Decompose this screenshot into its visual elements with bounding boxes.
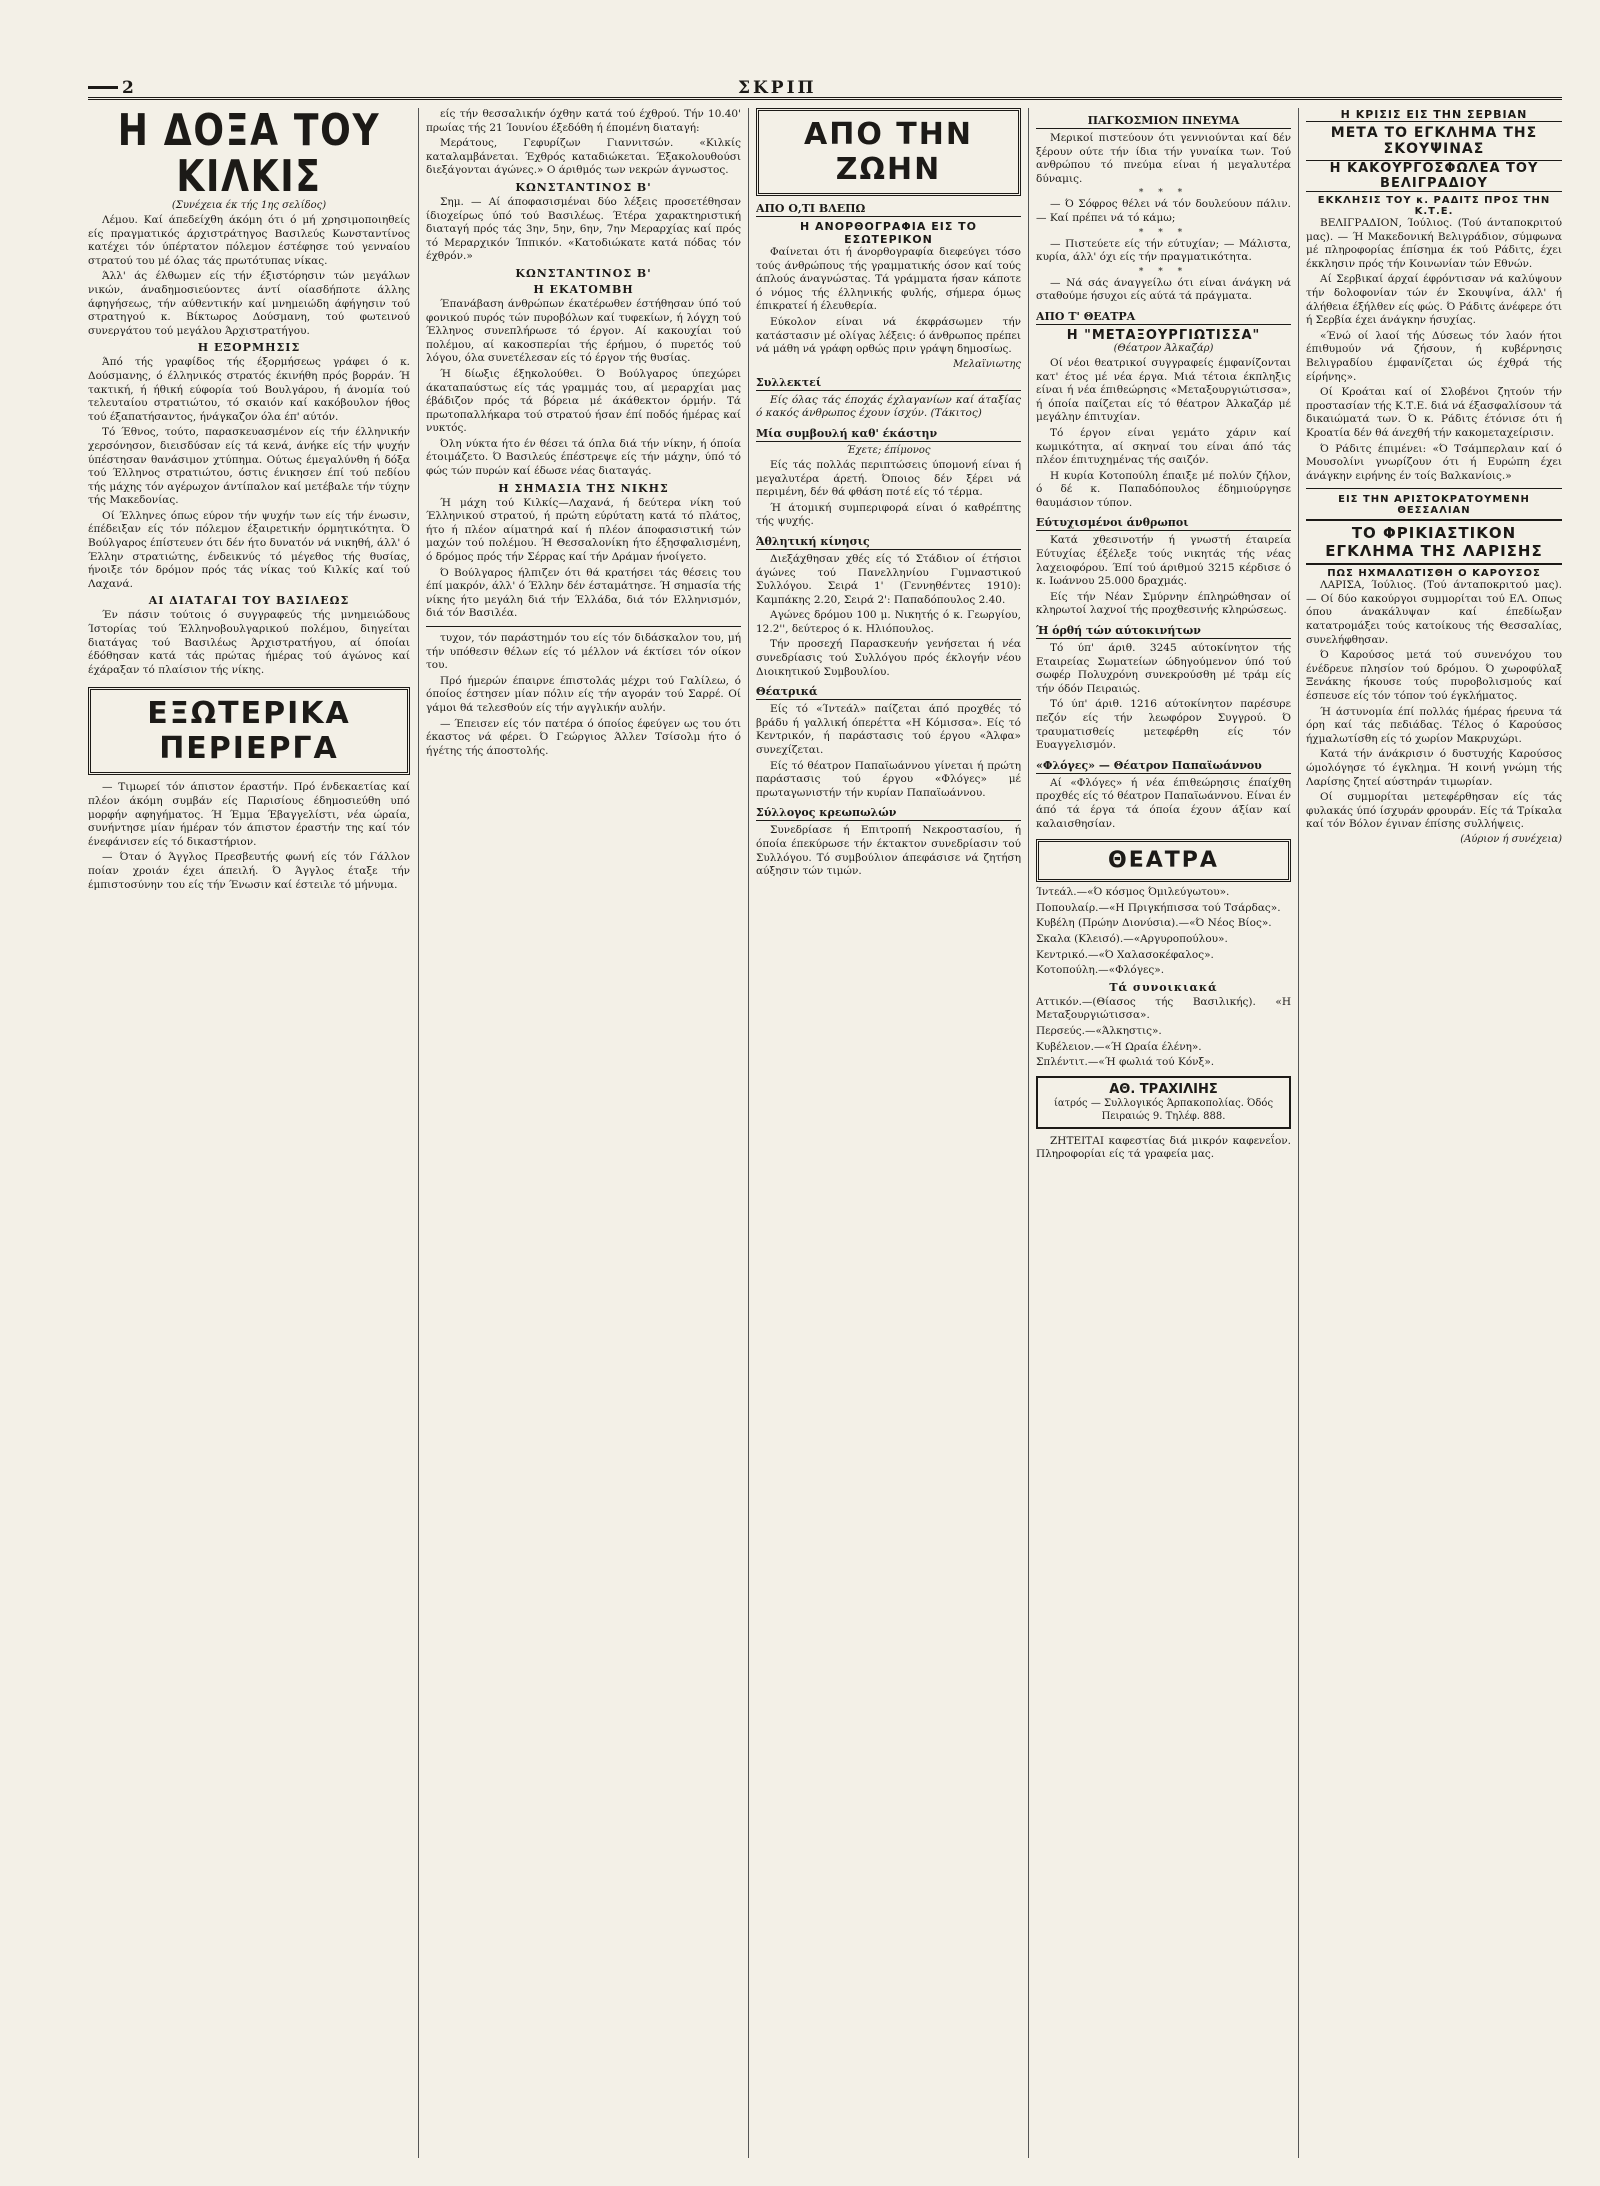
- paragraph: Είς τάς πολλάς περιπτώσεις ύπομονή είναι ή μεγαλυτέρα άρετή. Όποιος δέν ξέρει νά περιμένη, δέν θά φθάση ποτέ είς τό τέρμα.: [756, 458, 1021, 499]
- theatre-line: Ίντεάλ.—«Ό κόσμος Όμιλεύγωτου».: [1036, 886, 1230, 899]
- paragraph: Εύκολον είναι νά έκφράσωμεν τήν κατάστασιν μέ ολίγας λέξεις: ό άνθρωπος πρέπει νά μάθη νά γράφη ορθώς πριν γράψη δημοσίως.: [756, 315, 1021, 356]
- separator-stars: * * *: [1138, 227, 1189, 238]
- paragraph: Ό Ράδιτς έπιμένει: «Ό Τσάμπερλαιν καί ό Μουσολίνι γνωρίζουν ότι ή Ευρώπη έχει άνάγκην ειρήνης έν τοίς Βαλκανίοις.»: [1306, 442, 1562, 482]
- paragraph: Τό έργον είναι γεμάτο χάριν καί κωμικότητα, αί σκηναί του είναι άπό τάς πλέον έπιτυχημένας τής σαιζόν.: [1036, 426, 1291, 467]
- box-title-life: ΑΠΟ ΤΗΝ ΖΩΗΝ: [756, 108, 1021, 196]
- section-heading: ΑΠΟ Ο,ΤΙ ΒΛΕΠΩ: [756, 202, 1021, 217]
- paragraph: Τό ύπ' άριθ. 3245 αύτοκίνητον τής Εταιρείας Σωματείων ώδηγούμενον ύπό τού σωφέρ Πολυχρόνη συνεκρούσθη μέ τράμ είς τήν όδόν Πειραιώς.: [1036, 642, 1291, 695]
- section-heading: «Φλόγες» — Θέατρον Παπαϊωάννου: [1036, 759, 1291, 774]
- paragraph: Άπό τής γραφίδος τής έξορμήσεως γράφει ό κ. Δούσμανης, ό έλληνικός στρατός έκινήθη πρός βορράν. Ή τακτική, ή ήθική εύφορία τού Βουλγάρου, ή άνομία τού τελευταίου στρατιώτου, τό σκαιόν καί κακόβουλον ήθος τού έξαπατήσαντος, ήνάγκαζον όλα έπ' αύτόν.: [88, 356, 410, 423]
- masthead: [88, 78, 1562, 100]
- subheading: ΑΙ ΔΙΑΤΑΓΑΙ ΤΟΥ ΒΑΣΙΛΕΩΣ: [148, 594, 350, 608]
- paragraph: Ό Καρούσος μετά τού συνενόχου του ένέδρευε πλησίον τού δρόμου. Ό χωροφύλαξ Ξενάκης ήκουσε τούς πυροβολισμούς καί έσπευσε είς τόν τόπον τού έγκλήματος.: [1306, 649, 1562, 703]
- paragraph: Αί Σερβικαί άρχαί έφρόντισαν νά καλύψουν τήν δολοφονίαν τών έν Σκουψίνα, άλλ' ή άλήθεια έξήλθεν είς φώς. Ό Ράδιτς άνέφερε ότι ή Σερβία έχει άνάγκην ήσυχίας.: [1306, 273, 1562, 327]
- theatre-line: Περσεύς.—«Άλκηστις».: [1036, 1024, 1162, 1037]
- paragraph: Είς τό «Ίντεάλ» παίζεται άπό προχθές τό βράδυ ή γαλλική όπερέττα «Η Κόμισσα». Είς τό Κεντρικόν, ή παράστασις τού έργου «Άλφα» συνεχίζεται.: [756, 703, 1021, 757]
- masthead-rule: [88, 86, 118, 89]
- paragraph: Είς τό θέατρον Παπαϊωάννου γίνεται ή πρώτη παράστασις τού έργου «Φλόγες» μέ πρωταγωνιστήν τήν κυρίαν Παπαϊωάννου.: [756, 759, 1021, 799]
- paragraph: Είς τήν Νέαν Σμύρνην έπληρώθησαν οί κληρωτοί λαχνοί τής προχθεσινής κληρώσεως.: [1036, 590, 1291, 617]
- paragraph: Κατά χθεσινοτήν ή γνωστή έταιρεία Εύτυχίας έξέλεξε τούς νικητάς τής νέας λαχειοφόρου. Έπί τού άριθμού 3215 κέρδισε ό κ. Ιωάννου 25.000 δραχμάς.: [1036, 534, 1291, 588]
- paragraph: ΛΑΡΙΣΑ, Ίούλιος. (Τού άνταποκριτού μας). — Οί δύο κακούργοι συμμορίται τού ΕΛ. Οπως όπου άνακάλυψαν καί έπεδίωξαν κατατρομάξει τούς κατοίκους τής Θεσσαλίας, συνελήφθησαν.: [1306, 579, 1562, 646]
- section-heading: Άθλητική κίνησις: [756, 535, 1021, 550]
- quote: Είς όλας τάς έποχάς έχλαγανίων καί άταξίας ό κακός άνθρωπος έχουν ίσχύν. (Τάκιτος): [756, 393, 1021, 420]
- paragraph: Αί «Φλόγες» ή νέα έπιθεώρησις έπαίχθη προχθές είς τό θέατρον Παπαϊωάννου. Είναι έν άπό τά έργα τά όποία έχουν άξίαν καί καλαισθησίαν.: [1036, 776, 1291, 830]
- paragraph: — Έπεισεν είς τόν πατέρα ό όποίος έφεύγεν ως του ότι έκαστος νά φέρει. Ό Γεώργιος Άλλεν Τσίσολμ ήτο ό ήγέτης τής άποστολής.: [426, 717, 741, 757]
- serbia-head-3: Η ΚΑΚΟΥΡΓΟΣΦΩΛΕΑ ΤΟΥ ΒΕΛΙΓΡΑΔΙΟΥ: [1306, 160, 1562, 192]
- paragraph: Ή δίωξις έξηκολούθει. Ό Βούλγαρος ύπεχώρει άκαταπαύστως είς τάς γραμμάς του, αί μεραρχίαι μας έβάδιζον πρός τά βόρεια μέ άκάθεκτον όρμήν. Τά πρωτοπαλλήκαρα τού στρατού ήσαν έπί ποδός ήμέρας καί νυκτός.: [426, 367, 741, 435]
- subheading: Τά συνοικιακά: [1109, 980, 1218, 994]
- paragraph: Συνεδρίασε ή Επιτροπή Νεκροστασίου, ή όποία έπεκύρωσε τήν έκτακτον συνεδρίασιν τού Συλλόγου. Τό συμβούλιον άπεφάσισε νά ζητήση αύξησιν τών τιμών.: [756, 824, 1021, 878]
- serbia-head-2: ΜΕΤΑ ΤΟ ΕΓΚΛΗΜΑ ΤΗΣ ΣΚΟΥΨΙΝΑΣ: [1330, 125, 1538, 157]
- paragraph: — Τιμωρεί τόν άπιστον έραστήν. Πρό ένδεκαετίας καί πλέον άκόμη συμβάν είς Παρισίους έδημοσιεύθη υπό μορφήν αφηγήματος. Ή Έμμα Έβαγγελίστι, νέα ώραία, συνήντησε μίαν ήμέραν τόν άπιστον έραστήν της καί τόν ένεφάνισεν είς τό δικαστήριον.: [88, 781, 410, 848]
- larisa-head-2: ΤΟ ΦΡΙΚΙΑΣΤΙΚΟΝ ΕΓΚΛΗΜΑ ΤΗΣ ΛΑΡΙΣΗΣ: [1306, 519, 1562, 565]
- paragraph: Ή άτομική συμπεριφορά είναι ό καθρέπτης τής ψυχής.: [756, 501, 1021, 528]
- paragraph: Μερικοί πιστεύουν ότι γεννιούνται καί δέν ξέρουν ούτε τήν ίδια τήν γυναίκα των. Τού ανθρώπου τό πνεύμα είναι ή μεγαλυτέρα δύναμις.: [1036, 132, 1291, 185]
- paragraph: ΒΕΛΙΓΡΑΔΙΟΝ, Ίούλιος. (Τού άνταποκριτού μας). — Ή Μακεδονική Βελιγράδιον, σύμφωνα μέ πληροφορίας έπίσημα έκ τού Ράδιτς, έχει έκκλησιν πρός τήν Κοινωνίαν τών Εθνών.: [1306, 217, 1562, 270]
- paragraph: — Πιστεύετε είς τήν εύτυχίαν; — Μάλιστα, κυρία, άλλ' όχι είς τήν πραγματικότητα.: [1036, 237, 1291, 264]
- headline-kilkis: Η ΔΟΞΑ ΤΟΥ ΚΙΛΚΙΣ: [117, 108, 381, 202]
- section-heading: Θέατρικά: [756, 685, 1021, 700]
- theatre-line: Κεντρικό.—«Ό Χαλασοκέφαλος».: [1036, 948, 1214, 961]
- section-heading: ΠΑΓΚΟΣΜΙΟΝ ΠΝΕΥΜΑ: [1036, 114, 1291, 129]
- signature: Μελαϊνιωτης: [953, 358, 1021, 370]
- serbia-head-4: ΕΚΚΛΗΣΙΣ ΤΟΥ κ. ΡΑΔΙΤΣ ΠΡΟΣ ΤΗΝ Κ.Τ.Ε.: [1317, 195, 1551, 217]
- signature: ΚΩΝΣΤΑΝΤΙΝΟΣ Β': [515, 266, 652, 280]
- section-heading: Ή όρθή τών αύτοκινήτων: [1036, 624, 1291, 639]
- signature: ΚΩΝΣΤΑΝΤΙΝΟΣ Β': [515, 180, 652, 194]
- theatre-line: Ποπουλαίρ.—«Η Πριγκήπισσα τού Τσάρδας».: [1036, 901, 1281, 914]
- paragraph: Μεράτους, Γεφυρίζων Γιαννιτσών. «Κιλκίς καταλαμβάνεται. Έχθρός καταδιώκεται. Έξακολουθούσι διεξάγονται άγώνες.» Ο άριθμός των νεκρών άγνωστος.: [426, 137, 741, 177]
- paragraph: Οί Κροάται καί οί Σλοβένοι ζητούν τήν προστασίαν τής Κ.Τ.Ε. διά νά έξασφαλίσουν τά δικαιώματά των. Ό κ. Ράδιτς έτόνισε ότι ή Κροατία δέν θά άνεχθή τήν κακομεταχείρισιν.: [1306, 386, 1562, 439]
- section-heading: Μία συμβουλή καθ' έκάστην: [756, 427, 1021, 442]
- paper-name: ΣΚΡΙΠ: [738, 78, 817, 98]
- continued-note: (Αύριον ή συνέχεια): [1460, 833, 1562, 845]
- paragraph: Ή μάχη τού Κιλκίς—Λαχανά, ή δεύτερα νίκη τού Έλληνικού στρατού, ή πρώτη εύρύτατη κατά τό πλάτος, ήτο ή πλέον αίματηρά καί ή πλέον άποφασιστική τών μαχών τού πολέμου. Ή Θεσσαλονίκη ήτο έξησφαλισμένη, ό δρόμος πρός τήν Σέρρας καί τήν Δράμαν ήνοίγετο.: [426, 496, 741, 564]
- column-2: [426, 108, 741, 2153]
- subheading: Η ΕΚΑΤΟΜΒΗ: [533, 282, 634, 296]
- separator-stars: * * *: [1138, 266, 1189, 277]
- column-4: [1036, 108, 1291, 2153]
- paragraph: Διεξάχθησαν χθές είς τό Στάδιον οί έτήσιοι άγώνες τού Πανελληνίου Γυμναστικού Συλλόγου. Σειρά 1' (Γεννηθέντες 1910): Καμπάκης 2.20, Σειρά 2': Παπαδόπουλος 2.40.: [756, 552, 1021, 606]
- box-title-theatres: ΘΕΑΤΡΑ: [1036, 839, 1291, 882]
- theatre-line: Σκαλα (Κλεισό).—«Αργυροπούλου».: [1036, 932, 1228, 945]
- larisa-head-1: ΕΙΣ ΤΗΝ ΑΡΙΣΤΟΚΡΑΤΟΥΜΕΝΗ ΘΕΣΣΑΛΙΑΝ: [1338, 494, 1530, 517]
- continued-note: (Συνέχεια έκ τής 1ης σελίδος): [171, 200, 327, 211]
- column-5: [1306, 108, 1562, 2153]
- theatre-line: Αττικόν.—(Θίασος τής Βασιλικής). «Η Μεταξουργιώτισσα».: [1036, 995, 1291, 1022]
- column-1: [88, 108, 410, 2153]
- paragraph: «Ένώ οί λαοί τής Δύσεως τόν λαόν ήτοι έπιθυμούν νά ζήσουν, ή κυβέρνησις Βελιγραδίου έμφανίζεται ώς έχθρά τής είρήνης».: [1306, 329, 1562, 383]
- small-ad: ΖΗΤΕΙΤΑΙ καφεστίας διά μικρόν καφενεΐον. Πληροφορίαι είς τά γραφεία μας.: [1036, 1134, 1291, 1161]
- theatre-subtitle: (Θέατρον Άλκαζάρ): [1113, 342, 1214, 354]
- page-number: 2: [122, 78, 134, 98]
- paragraph: Ή άστυνομία έπί πολλάς ήμέρας ήρευνα τά όρη καί τάς πεδιάδας. Τέλος ό Καρούσος ήχμαλωτίσθη είς τό χωρίον Μακρυχώρι.: [1306, 705, 1562, 745]
- paragraph: Σημ. — Αί άποφασισμέναι δύο λέξεις προσετέθησαν ίδιοχείρως ύπό τού Βασιλέως. Έτέρα χαρακτηριστική διαταγή πρός τάς 3ην, 5ην, 6ην, 7ην Μεραρχίας καί πρός τό Μεραρχικόν Ίππικόν. «Κατοδιώκατε κατά πόδας τόν έχθρόν.»: [426, 195, 741, 263]
- box-title-foreign: ΕΞΩΤΕΡΙΚΑ ΠΕΡΙΕΡΓΑ: [88, 687, 410, 775]
- paragraph: Έπανάβαση άνθρώπων έκατέρωθεν έστήθησαν ύπό τού φονικού πυρός τών πυροβόλων καί τυφεκίων, ή λόγχη τού Έλληνος συνεπλήρωσε τό έργον. Αί κακουχίαι τού πολέμου, αί κακοσπερίαι τής έρήμου, ό πυρετός τού λόγου, όλα συνετέλεσαν είς τό έργον τής θυσίας.: [426, 297, 741, 365]
- paragraph: — Νά σάς άναγγείλω ότι είναι άνάγκη νά σταθούμε ήσυχοι είς αύτά τά πράγματα.: [1036, 276, 1291, 303]
- column-3: [756, 108, 1021, 2153]
- theatre-line: Κοτοπούλη.—«Φλόγες».: [1036, 964, 1165, 977]
- paragraph: είς τήν θεσσαλικήν όχθην κατά τού έχθρού. Τήν 10.40' πρωίας τής 21 Ίουνίου έξεδόθη ή έπομένη διαταγή:: [426, 108, 741, 134]
- theatre-line: Σπλέντιτ.—«Ή φωλιά τού Κόνξ».: [1036, 1056, 1215, 1069]
- paragraph: Οί νέοι θεατρικοί συγγραφείς έμφανίζονται κατ' έτος μέ νέα έργα. Μιά τέτοια έκπληξις είναι ή νέα έπιθεώρησις «Μεταξουργιώτισσα», ή όποία παίζεται είς τό θέατρον Άλκαζάρ μέ μεγάλην έπιτυχίαν.: [1036, 356, 1291, 424]
- advertisement-box: [1036, 1076, 1291, 1129]
- paragraph: Άλλ' άς έλθωμεν είς τήν έξιστόρησιν τών μεγάλων νικών, άναδημοσιεύοντες άντί οίασδήποτε άλλης άφηγήσεως, τήν αύθεντικήν καί μνημειώδη άφήγησιν τού στρατηγού κ. Βίκτωρος Δούσμανη, τού φωτεινού συνεργάτου τού μεγάλου Άρχιστρατήγου.: [88, 270, 410, 337]
- paragraph: Έν πάσιν τούτοις ό συγγραφεύς τής μνημειώδους Ίστορίας τού Έλληνοβουλγαρικού πολέμου, διηγείται διατάγας τού Βασιλέως Άρχιστρατήγου, αί όποίαι έδόθησαν κατά τάς πρώτας ήμέρας τού άγώνος καί έχάραξαν τό πλαίσιον τής νίκης.: [88, 609, 410, 676]
- paragraph: Οί Έλληνες όπως εύρον τήν ψυχήν των είς τήν ένωσιν, έπέδειξαν είς τόν πόλεμον έξαιρετικήν όρμητικότητα. Ό Βούλγαρος έπίστευεν ότι δέν ήτο δυνατόν νά νικηθή, άλλ' ό Έλλην στρατιώτης, ένδεικνύς τό μέγεθος τής θυσίας, ήνοιξε τόν δρόμον πρός τάς νίκας τού Κιλκίς καί τού Λαχανά.: [88, 509, 410, 590]
- paragraph: τυχον, τόν παράστημόν του είς τόν διδάσκαλον του, μή τήν υπόθεσιν θέλων είς τό μέλλον νά έκτίσει τόν οίκον του.: [426, 632, 741, 672]
- section-heading: Σύλλογος κρεωπωλών: [756, 806, 1021, 821]
- separator-stars: * * *: [1138, 188, 1189, 199]
- paragraph: Ό Βούλγαρος ήλπιζεν ότι θά κρατήσει τάς θέσεις του έπί μακρόν, άλλ' ό Έλλην δέν έσταμάτησε. Ή σημασία τής νίκης ήτο μεγάλη διά τήν Έλλάδα, διά τόν Ελληνισμόν, διά τόν Βασιλέα.: [426, 566, 741, 620]
- paragraph: Πρό ήμερών έπαιρνε έπιστολάς μέχρι τού Γαλίλεω, ό όποίος έστησεν μίαν πόλιν είς τήν αγοράν τού Σαρρέ. Οί γάμοι θά τελεσθούν είς τήν αγγλικήν αυλήν.: [426, 674, 741, 714]
- paragraph: Οί συμμορίται μετεφέρθησαν είς τάς φυλακάς ύπό ίσχυράν φρουράν. Είς τά Τρίκαλα καί τόν Βόλον έγιναν έπίσης συλλήψεις.: [1306, 791, 1562, 831]
- paragraph: Η κυρία Κοτοπούλη έπαιξε μέ πολύν ζήλον, ό δέ κ. Παπαδόπουλος έδημιούργησε θαυμάσιον τύπον.: [1036, 469, 1291, 509]
- ad-text: ίατρός — Συλλογικός Άρπακοπολίας. Όδός Πειραιώς 9. Τηλέφ. 888.: [1053, 1097, 1274, 1122]
- paragraph: Φαίνεται ότι ή άνορθογραφία διεφεύγει τόσο τούς άνθρώπους τής γραμματικής όσον καί τούς άπλούς άναγνώστας. Τά γράμματα ήσαν κάποτε ό νόμος τής έλληνικής φυλής, σήμερα όμως έπικρατεί ή έλευθερία.: [756, 246, 1021, 313]
- sub-quote: Έχετε; έπίμονος: [846, 444, 931, 456]
- theatre-line: Κυβέλη (Πρώην Διονύσια).—«Ό Νέος Βίος».: [1036, 917, 1272, 930]
- serbia-head-1: Η ΚΡΙΣΙΣ ΕΙΣ ΤΗΝ ΣΕΡΒΙΑΝ: [1306, 108, 1562, 122]
- paragraph: Όλη νύκτα ήτο έν θέσει τά όπλα διά τήν νίκην, ή όποία έτοιμάζετο. Ό Βασιλεύς έπέστρεψε είς τήν μάχην, ύπό τό φώς τών πυρών καί έδωσε νέας διαταγάς.: [426, 437, 741, 478]
- theatre-banner: Η "ΜΕΤΑΞΟΥΡΓΙΩΤΙΣΣΑ": [1066, 327, 1261, 343]
- paragraph: Αγώνες δρόμου 100 μ. Νικητής ό κ. Γεωργίου, 12.2'', δεύτερος ό κ. Ηλιόπουλος.: [756, 609, 1021, 635]
- section-heading: Συλλεκτεί: [756, 376, 1021, 391]
- paragraph: Τό Έθνος, τούτο, παρασκευασμένον είς τήν έλληνικήν χερσόνησον, διεισδύσαν είς τά κενά, άνήκε είς τήν ψυχήν ύπέστησαν θανάσιμον χτύπημα. Ούτως έμεγαλύνθη ή δόξα τού Έλληνος στρατιώτου, όστις ένικησεν έπί τού πεδίου τής μάχης τόν αγέρωχον άντίπαλον καί μετέβαλε τήν τύχην τής Μακεδονίας.: [88, 426, 410, 507]
- section-banner: Η ΑΝΟΡΘΟΓΡΑΦΙΑ ΕΙΣ ΤΟ ΕΣΩΤΕΡΙΚΟΝ: [799, 220, 978, 246]
- paragraph: Λέμου. Καί άπεδείχθη άκόμη ότι ό μή χρησιμοποιηθείς είς πραγματικός άρχιστράτηγος Βασιλεύς Κωνσταντίνος κατέχει τόν ύπέρτατον πόλεμον έστέφησε τού γενναίου στρατού του μέ όλας τάς πρωτότυπας νίκας.: [88, 214, 410, 267]
- ad-title: ΑΘ. ΤΡΑΧΙΛΙΗΣ: [1109, 1081, 1218, 1097]
- paragraph: Τό ύπ' άριθ. 1216 αύτοκίνητον παρέσυρε πεζόν είς τήν λεωφόρον Συγγρού. Ό τραυματισθείς μετεφέρθη είς τόν Ευαγγελισμόν.: [1036, 698, 1291, 752]
- theatre-line: Κυβέλειον.—«Ή Ωραία έλένη».: [1036, 1040, 1202, 1053]
- subheading: Η ΕΞΟΡΜΗΣΙΣ: [197, 341, 301, 355]
- paragraph: Κατά τήν άνάκρισιν ό δυστυχής Καρούσος ώμολόγησε τό έγκλημα. Ή κοινή γνώμη τής Λαρίσης ζητεί αύστηράν τιμωρίαν.: [1306, 748, 1562, 788]
- paragraph: Τήν προσεχή Παρασκευήν γενήσεται ή νέα συνεδρίασις τού Συλλόγου πρός έκλογήν νέου Διοικητικού Συμβουλίου.: [756, 638, 1021, 678]
- larisa-head-3: ΠΩΣ ΗΧΜΑΛΩΤΙΣΘΗ Ο ΚΑΡΟΥΣΟΣ: [1327, 568, 1541, 580]
- subheading: Η ΣΗΜΑΣΙΑ ΤΗΣ ΝΙΚΗΣ: [498, 481, 669, 495]
- section-heading: ΑΠΟ Τ' ΘΕΑΤΡΑ: [1036, 310, 1291, 325]
- paragraph: — Ό Σόφρος θέλει νά τόν δουλεύουν πάλιν. — Καί πρέπει νά τό κάμω;: [1036, 198, 1291, 224]
- section-heading: Εύτυχισμένοι άνθρωποι: [1036, 516, 1291, 531]
- paragraph: — Όταν ό Άγγλος Πρεσβευτής φωνή είς τόν Γάλλον ποίαν χροιάν έχει άπειλή. Ό Άγγλος έταξε τήν έμπιστοσύνην του είς τήν Ένωσιν καί έστειλε τό μήνυμα.: [88, 851, 410, 891]
